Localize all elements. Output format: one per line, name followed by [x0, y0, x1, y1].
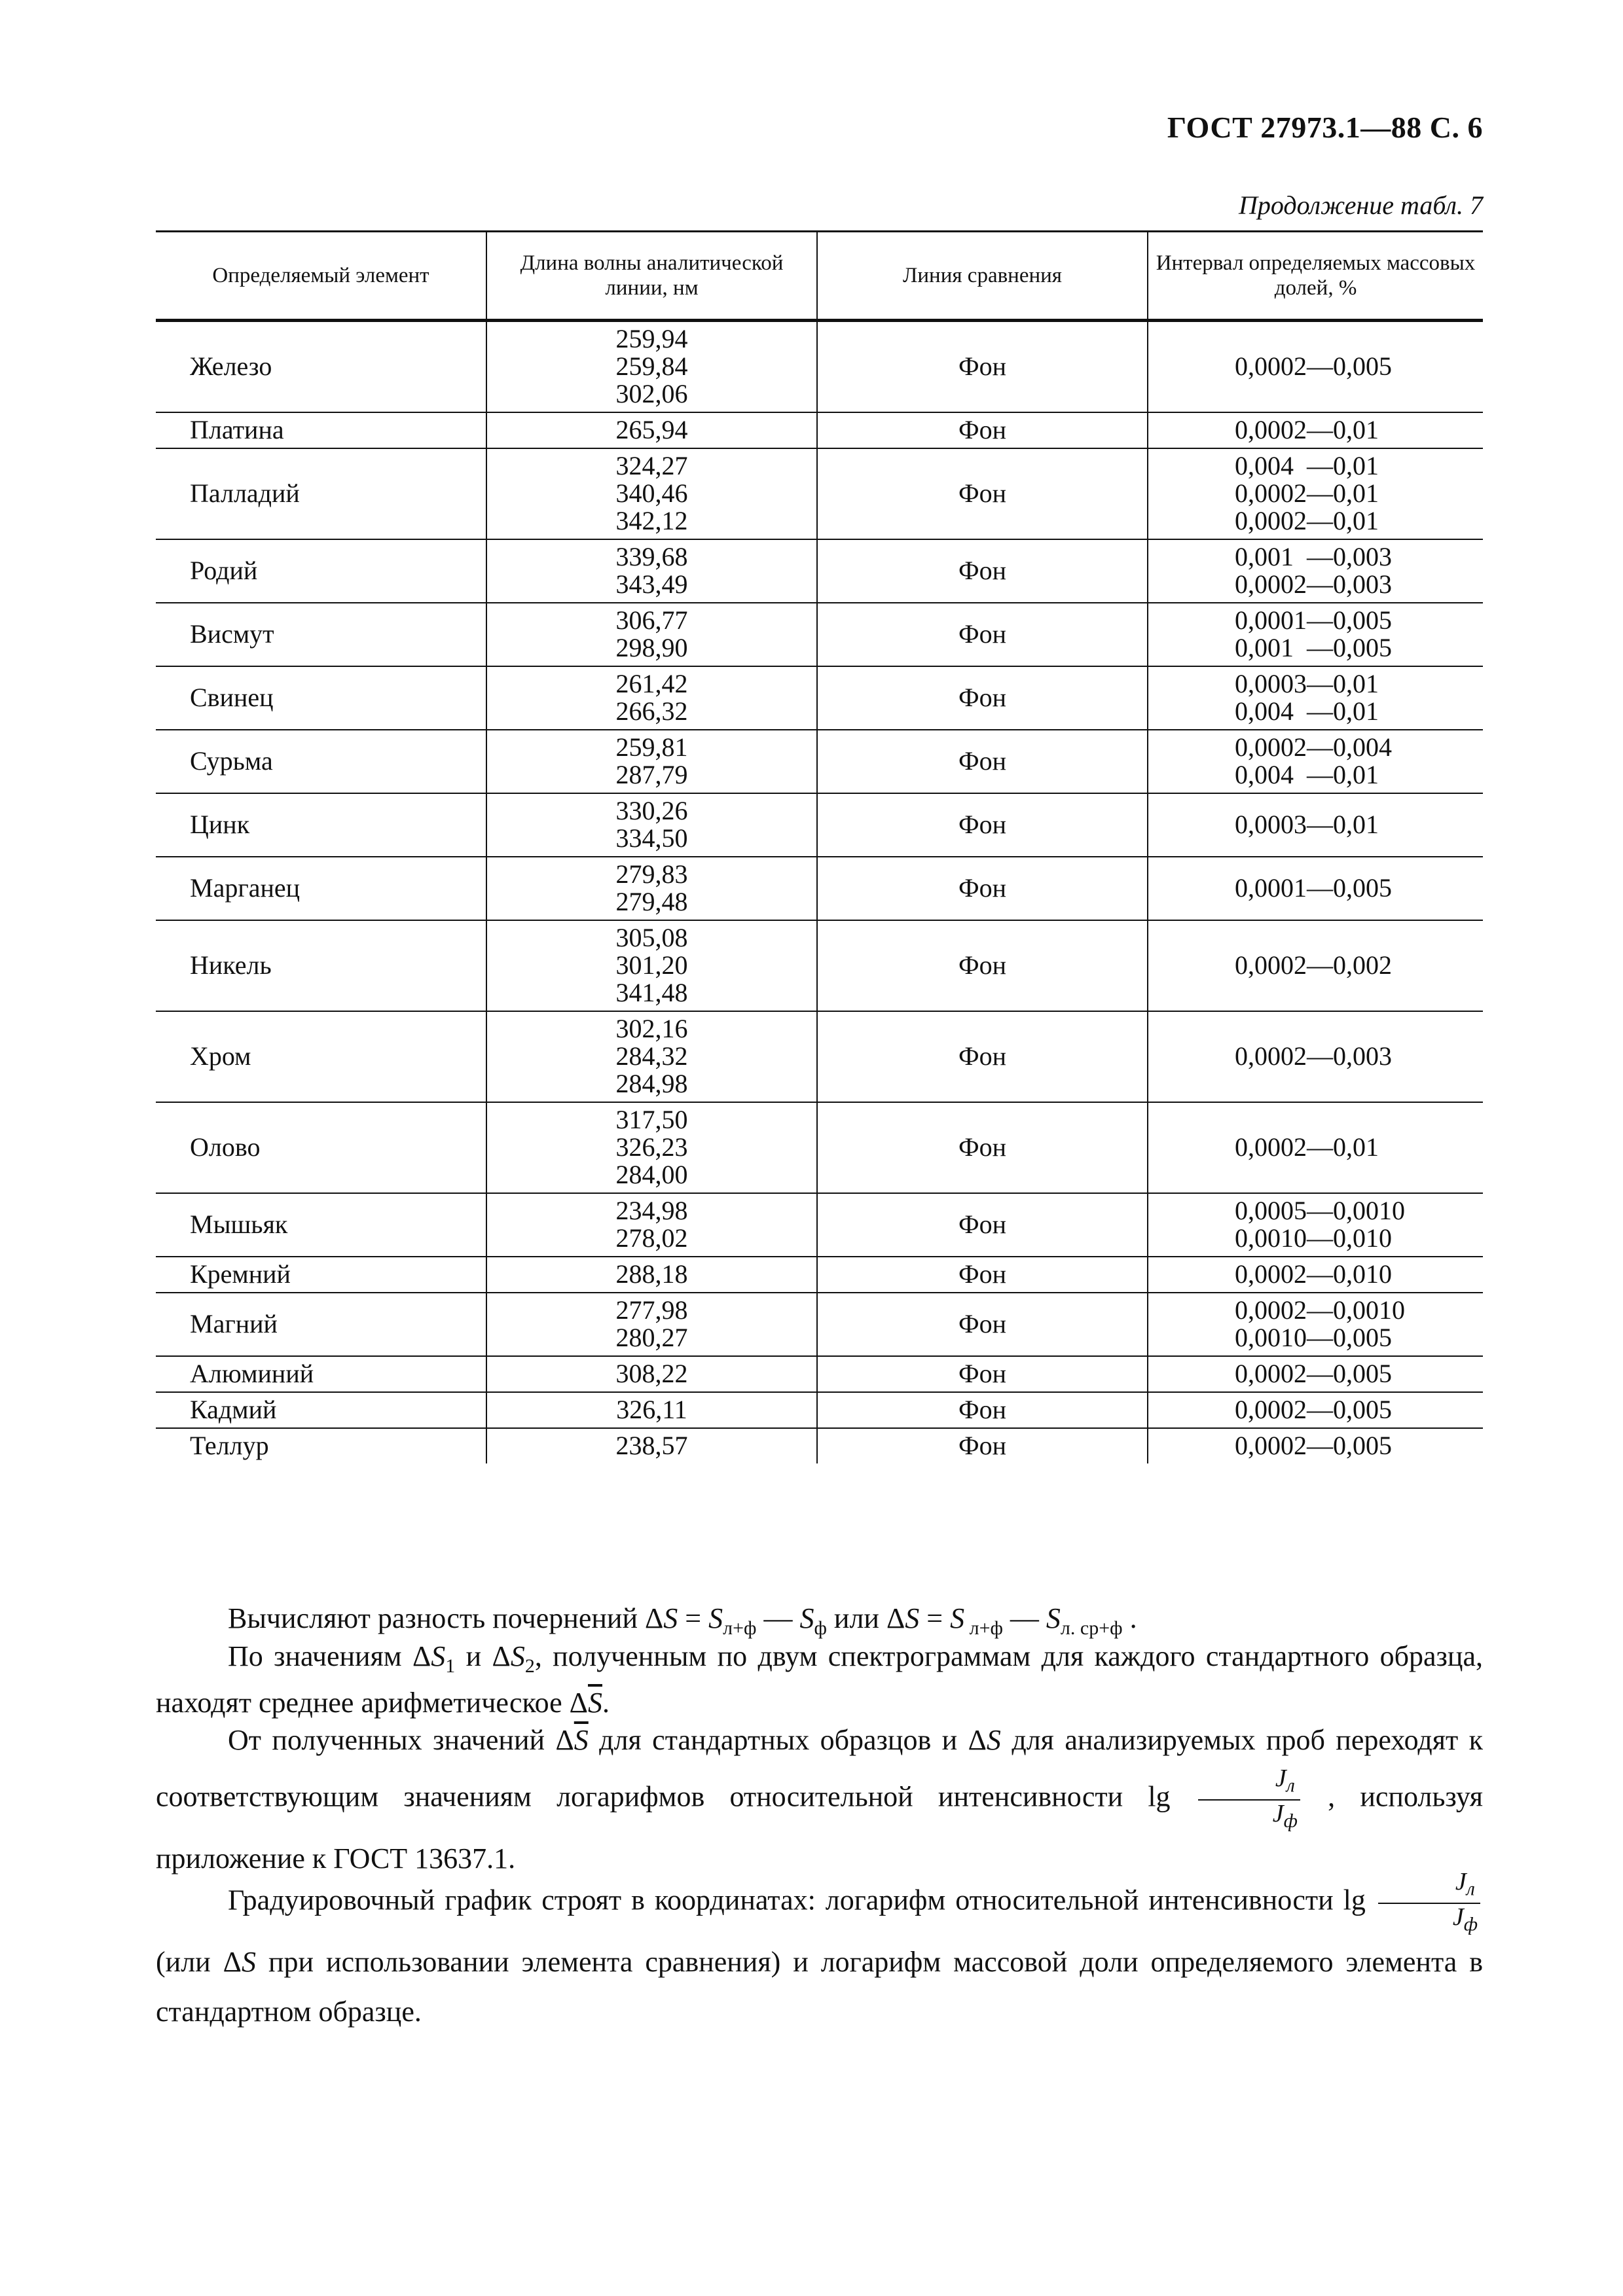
wavelength-cell: [486, 1428, 817, 1463]
comparison-line-cell: Фон: [817, 857, 1148, 920]
table-row: [156, 321, 1483, 413]
range-value: 0,0010—0,010: [1235, 1223, 1392, 1253]
wavelength-cell: [486, 730, 817, 793]
wavelength-value: 284,32: [615, 1041, 688, 1071]
element-name-cell: Кадмий: [156, 1392, 486, 1428]
range-value: 0,0002—0,005: [1235, 351, 1392, 381]
comparison-line-cell: Фон: [817, 920, 1148, 1011]
range-value: 0,0002—0,005: [1235, 1395, 1392, 1424]
table-row: [156, 1011, 1483, 1102]
comparison-line-cell: Фон: [817, 448, 1148, 539]
wavelength-cell: [486, 1392, 817, 1428]
comparison-line-cell: Фон: [817, 793, 1148, 857]
table-row: [156, 1293, 1483, 1356]
table-row: [156, 857, 1483, 920]
range-value: 0,0002—0,0010: [1235, 1295, 1405, 1325]
wavelength-value: 341,48: [615, 978, 688, 1007]
element-name-cell: Палладий: [156, 448, 486, 539]
range-value: 0,0002—0,002: [1235, 950, 1392, 980]
range-value: 0,0001—0,005: [1235, 873, 1392, 903]
range-value: 0,0002—0,01: [1235, 506, 1379, 535]
mass-fraction-range-cell: [1148, 793, 1483, 857]
mass-fraction-range-cell: [1148, 1193, 1483, 1257]
comparison-line-cell: Фон: [817, 1356, 1148, 1392]
element-name-cell: Теллур: [190, 1431, 269, 1460]
comparison-line-cell: Фон: [817, 603, 1148, 666]
range-value: 0,0002—0,004: [1235, 732, 1392, 762]
wavelength-value: 280,27: [615, 1323, 688, 1352]
wavelength-value: 302,16: [615, 1014, 688, 1043]
paragraph-calibration-graph: Градуировочный график строят в координатах: логарифм относительной интенсивности lg $\frac{J_л}{J_ф}$ (или ΔS при использовании элемента сравнения) и логарифм массовой доли определяемого элемента в стандартном образце.: [156, 1868, 1484, 2028]
table-row: [156, 920, 1483, 1011]
wavelength-value: 306,77: [615, 605, 688, 635]
mass-fraction-range-cell: [1148, 412, 1483, 448]
wavelength-value: 238,57: [615, 1431, 688, 1460]
element-name-cell: Магний: [156, 1293, 486, 1356]
wavelength-cell: [486, 920, 817, 1011]
wavelength-cell: [486, 321, 817, 413]
mass-fraction-range-cell: [1148, 857, 1483, 920]
table-row: [156, 1392, 1483, 1428]
range-value: 0,004 —0,01: [1235, 760, 1379, 789]
wavelength-value: 284,00: [615, 1160, 688, 1189]
paragraph-mean: По значениям $\Delta S_1$ и $\Delta S_2$, полученным по двум спектрограммам для каждого стандартного образца, находят среднее арифметическое $\Delta\overline{S}$.: [156, 1640, 1483, 1719]
comparison-line-cell: Фон: [817, 1392, 1148, 1428]
mass-fraction-range-cell: [1148, 1102, 1483, 1193]
wavelength-value: 279,83: [615, 859, 688, 889]
wavelength-value: 279,48: [615, 887, 688, 916]
mass-fraction-range-cell: [1148, 666, 1483, 730]
wavelength-value: 343,49: [615, 569, 688, 599]
wavelength-value: 288,18: [615, 1259, 688, 1289]
wavelength-value: 266,32: [615, 696, 688, 726]
table-row: [156, 603, 1483, 666]
wavelength-value: 326,23: [615, 1132, 688, 1162]
mass-fraction-range-cell: [1148, 1011, 1483, 1102]
table-row: [156, 793, 1483, 857]
wavelength-value: 340,46: [615, 478, 688, 508]
wavelength-value: 339,68: [615, 542, 688, 571]
wavelength-cell: [486, 1011, 817, 1102]
wavelength-value: 265,94: [615, 415, 688, 444]
wavelength-cell: [486, 448, 817, 539]
mass-fraction-range-cell: [1148, 1257, 1483, 1293]
mass-fraction-range-cell: [1148, 920, 1483, 1011]
header-comparison-line: Линия сравнения: [817, 232, 1148, 321]
mass-fraction-range-cell: [1148, 1428, 1483, 1463]
wavelength-value: 334,50: [615, 823, 688, 853]
wavelength-value: 342,12: [615, 506, 688, 535]
wavelength-cell: [486, 793, 817, 857]
range-value: 0,004 —0,01: [1235, 451, 1379, 480]
wavelength-cell: [486, 857, 817, 920]
element-name-cell: Висмут: [156, 603, 486, 666]
wavelength-cell: [486, 1356, 817, 1392]
intensity-ratio-fraction-2: $\frac{J_л}{J_ф}$: [1378, 1869, 1480, 1937]
wavelength-value: 308,22: [615, 1359, 688, 1388]
element-name-cell: Железо: [156, 321, 486, 413]
range-value: 0,001 —0,005: [1235, 633, 1392, 662]
range-value: 0,0002—0,01: [1235, 1132, 1379, 1162]
wavelength-value: 317,50: [615, 1105, 688, 1134]
wavelength-value: 234,98: [615, 1196, 688, 1225]
table-body: [156, 321, 1483, 1464]
range-value: 0,0002—0,01: [1235, 415, 1379, 444]
mass-fraction-range-cell: [1148, 603, 1483, 666]
wavelength-cell: [486, 1257, 817, 1293]
range-value: 0,0010—0,005: [1235, 1323, 1392, 1352]
table-row: [156, 666, 1483, 730]
range-value: 0,004 —0,01: [1235, 696, 1379, 726]
range-value: 0,0003—0,01: [1235, 669, 1379, 698]
range-value: 0,0002—0,005: [1235, 1431, 1392, 1460]
paragraph-difference: Вычисляют разность почернений $\Delta S = S_{л+ф}$ — $S_ф$ или ΔS = S $_{л+ф}$ — $S_{л. ср+ф}$ .: [228, 1602, 1137, 1639]
comparison-line-cell: Фон: [817, 1193, 1148, 1257]
wavelength-value: 326,11: [616, 1395, 687, 1424]
comparison-line-cell: Фон: [817, 1011, 1148, 1102]
table-row: [156, 730, 1483, 793]
comparison-line-cell: Фон: [817, 1102, 1148, 1193]
page-header: ГОСТ 27973.1—88 С. 6: [1167, 111, 1483, 144]
wavelength-cell: [486, 1193, 817, 1257]
mass-fraction-range-cell: [1148, 1293, 1483, 1356]
mass-fraction-range-cell: [1148, 448, 1483, 539]
comparison-line-cell: Фон: [817, 539, 1148, 603]
comparison-line-cell: Фон: [817, 1428, 1148, 1463]
table-row: [156, 1356, 1483, 1392]
table-row: [156, 448, 1483, 539]
comparison-line-cell: Фон: [817, 1293, 1148, 1356]
mass-fraction-range-cell: [1148, 1356, 1483, 1392]
table-row: [156, 1257, 1483, 1293]
intensity-ratio-fraction: $\frac{J_л}{J_ф}$: [1198, 1765, 1300, 1834]
element-name-cell: Хром: [156, 1011, 486, 1102]
comparison-line-cell: Фон: [817, 1257, 1148, 1293]
element-name-cell: Никель: [156, 920, 486, 1011]
element-name-cell: Мышьяк: [156, 1193, 486, 1257]
table-row: [156, 412, 1483, 448]
wavelength-value: 261,42: [615, 669, 688, 698]
wavelength-value: 259,84: [615, 351, 688, 381]
table-header-row: [156, 232, 1483, 321]
wavelength-value: 305,08: [615, 923, 688, 952]
range-value: 0,0005—0,0010: [1235, 1196, 1405, 1225]
range-value: 0,0002—0,010: [1235, 1259, 1392, 1289]
range-value: 0,0002—0,01: [1235, 478, 1379, 508]
elements-table: [156, 230, 1483, 1463]
element-name-cell: Алюминий: [156, 1356, 486, 1392]
header-wavelength: Длина волны аналитической линии, нм: [486, 232, 817, 321]
mass-fraction-range-cell: [1148, 539, 1483, 603]
element-name-cell: Свинец: [156, 666, 486, 730]
range-value: 0,0002—0,003: [1235, 569, 1392, 599]
wavelength-value: 330,26: [615, 796, 688, 825]
table-row: [156, 539, 1483, 603]
comparison-line-cell: Фон: [817, 321, 1148, 413]
table-continuation-label: Продолжение табл. 7: [1238, 190, 1483, 220]
header-element: Определяемый элемент: [156, 232, 486, 321]
range-value: 0,0001—0,005: [1235, 605, 1392, 635]
wavelength-value: 259,81: [615, 732, 688, 762]
element-name-cell: Кремний: [156, 1257, 486, 1293]
wavelength-value: 284,98: [615, 1069, 688, 1098]
mass-fraction-range-cell: [1148, 730, 1483, 793]
comparison-line-cell: Фон: [817, 666, 1148, 730]
wavelength-cell: [486, 1102, 817, 1193]
table-row: [156, 1193, 1483, 1257]
mass-fraction-range-cell: [1148, 321, 1483, 413]
paragraph-logarithm: От полученных значений $\Delta\overline{S}$ для стандартных образцов и ΔS для анализируемых проб переходят к соответствующим значениям логарифмов относительной интенсивности lg $\frac{J_л}{J_ф}$ , используя приложение к ГОСТ 13637.1.: [156, 1724, 1484, 1875]
wavelength-value: 302,06: [615, 379, 688, 408]
element-name-cell: Сурьма: [156, 730, 486, 793]
table-row: [156, 1102, 1483, 1193]
element-name-cell: Цинк: [156, 793, 486, 857]
wavelength-value: 324,27: [615, 451, 688, 480]
range-value: 0,0003—0,01: [1235, 810, 1379, 839]
comparison-line-cell: Фон: [817, 730, 1148, 793]
element-name-cell: Платина: [156, 412, 486, 448]
wavelength-value: 259,94: [615, 324, 688, 353]
wavelength-value: 287,79: [615, 760, 688, 789]
wavelength-cell: [486, 666, 817, 730]
wavelength-value: 277,98: [615, 1295, 688, 1325]
wavelength-cell: [486, 603, 817, 666]
wavelength-cell: [486, 1293, 817, 1356]
range-value: 0,0002—0,003: [1235, 1041, 1392, 1071]
mass-fraction-range-cell: [1148, 1392, 1483, 1428]
header-mass-fraction-range: Интервал определяемых массовых долей, %: [1148, 232, 1483, 321]
comparison-line-cell: Фон: [817, 412, 1148, 448]
element-name-cell: Родий: [156, 539, 486, 603]
wavelength-value: 301,20: [615, 950, 688, 980]
wavelength-cell: [486, 412, 817, 448]
range-value: 0,001 —0,003: [1235, 542, 1392, 571]
wavelength-cell: [486, 539, 817, 603]
range-value: 0,0002—0,005: [1235, 1359, 1392, 1388]
wavelength-value: 298,90: [615, 633, 688, 662]
wavelength-value: 278,02: [615, 1223, 688, 1253]
table-row: [156, 1428, 1483, 1463]
element-name-cell: Олово: [156, 1102, 486, 1193]
element-name-cell: Марганец: [156, 857, 486, 920]
